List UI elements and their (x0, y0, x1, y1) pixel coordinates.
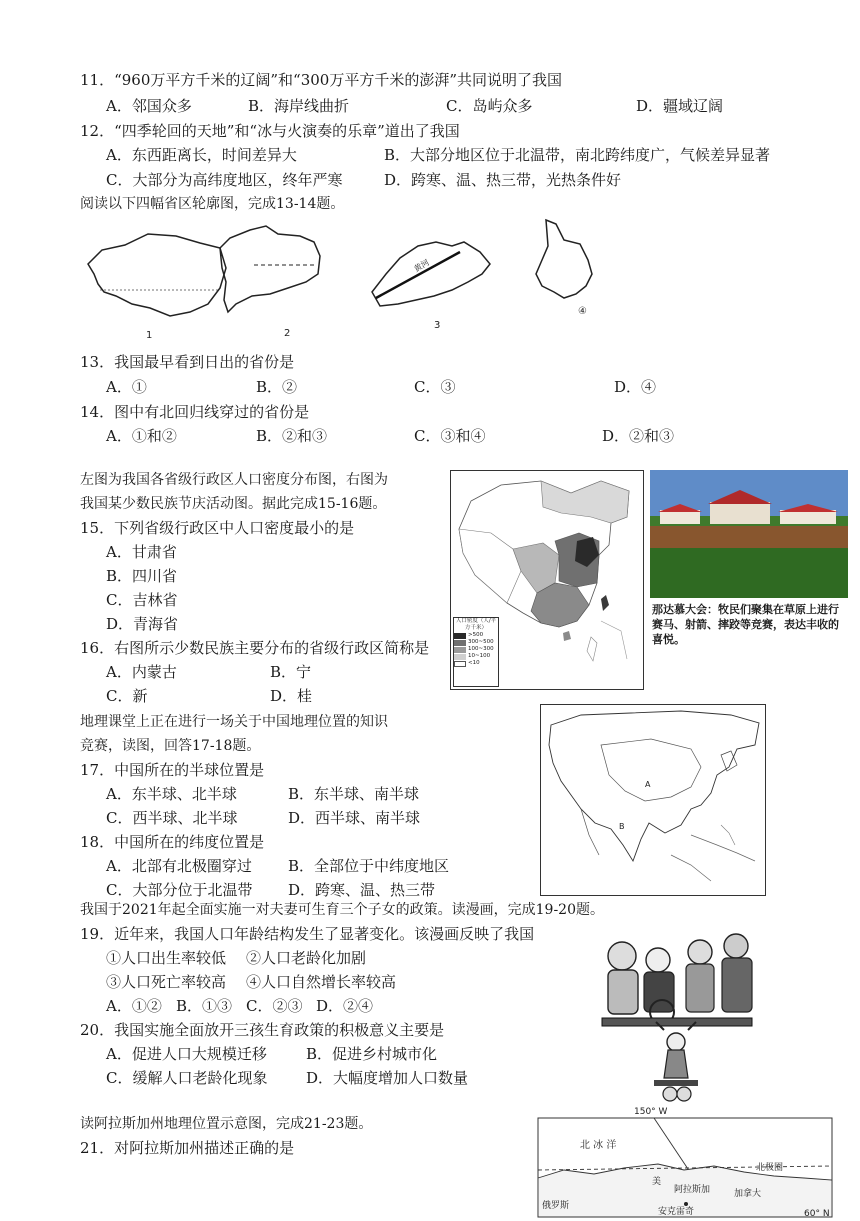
q19-option-c[interactable]: C．②③ (246, 997, 303, 1015)
q19-option-b[interactable]: B．①③ (176, 997, 233, 1015)
q13-option-a[interactable]: A．① (106, 378, 147, 396)
province-outlines-figure (80, 212, 587, 342)
q12-option-c[interactable]: C．大部分为高纬度地区，终年严寒 (106, 171, 343, 189)
province-label-2: 2 (284, 328, 291, 339)
alaska-longitude-label: 150° W (634, 1107, 668, 1117)
province-label-4: ④ (578, 306, 587, 317)
q17-option-c[interactable]: C．西半球、北半球 (106, 809, 238, 827)
density-legend-item: 100~300 (454, 646, 498, 653)
q12-option-a[interactable]: A．东西距离长，时间差异大 (106, 146, 297, 164)
q12-stem: 12．“四季轮回的天地”和“冰与火演奏的乐章”道出了我国 (80, 122, 460, 140)
q11-option-c[interactable]: C．岛屿众多 (446, 97, 533, 115)
density-legend (453, 617, 499, 687)
q15-option-c[interactable]: C．吉林省 (106, 591, 178, 609)
density-legend-item: >500 (454, 632, 498, 639)
q20-option-b[interactable]: B．促进乡村城市化 (306, 1045, 438, 1063)
russia-label: 俄罗斯 (542, 1201, 570, 1211)
q20-option-d[interactable]: D．大幅度增加人口数量 (306, 1069, 469, 1087)
q16-option-b[interactable]: B．宁 (270, 663, 312, 681)
population-density-map (450, 470, 644, 690)
q19-statement-3: ③人口死亡率较高 (106, 973, 227, 991)
q19-option-a[interactable]: A．①② (106, 997, 162, 1015)
province-outline-2 (220, 226, 320, 312)
q20-option-c[interactable]: C．缓解人口老龄化现象 (106, 1069, 268, 1087)
q14-stem: 14．图中有北回归线穿过的省份是 (80, 403, 310, 421)
q17-stem: 17．中国所在的半球位置是 (80, 761, 265, 779)
intro-19-20: 我国于2021年起全面实施一对夫妻可生育三个子女的政策。读漫画，完成19-20题。 (80, 902, 604, 918)
q13-stem: 13．我国最早看到日出的省份是 (80, 353, 295, 371)
q18-option-b[interactable]: B．全部位于中纬度地区 (288, 857, 450, 875)
intro-21-23: 读阿拉斯加州地理位置示意图，完成21-23题。 (80, 1116, 373, 1132)
q16-option-a[interactable]: A．内蒙古 (106, 663, 177, 681)
q20-stem: 20．我国实施全面放开三孩生育政策的积极意义主要是 (80, 1021, 445, 1039)
q15-stem: 15．下列省级行政区中人口密度最小的是 (80, 519, 355, 537)
q15-option-a[interactable]: A．甘肃省 (106, 543, 177, 561)
density-legend-item: 300~500 (454, 639, 498, 646)
density-legend-item: 10~100 (454, 653, 498, 660)
q17-option-d[interactable]: D．西半球、南半球 (288, 809, 421, 827)
q19-statement-1: ①人口出生率较低 (106, 949, 227, 967)
q16-stem: 16．右图所示少数民族主要分布的省级行政区简称是 (80, 639, 430, 657)
q19-statement-2: ②人口老龄化加剧 (246, 949, 367, 967)
q12-option-d[interactable]: D．跨寒、温、热三带，光热条件好 (384, 171, 622, 189)
q15-option-d[interactable]: D．青海省 (106, 615, 179, 633)
asia-map-label-a: A (645, 780, 651, 789)
intro-15-16-line1: 左图为我国各省级行政区人口密度分布图，右图为 (80, 472, 388, 488)
usa-label: 美 (652, 1177, 662, 1187)
q17-option-b[interactable]: B．东半球、南半球 (288, 785, 420, 803)
q11-option-a[interactable]: A．邻国众多 (106, 97, 192, 115)
asia-map-label-b: B (619, 822, 625, 831)
latitude-label: 60° N (804, 1209, 830, 1219)
q19-option-d[interactable]: D．②④ (316, 997, 374, 1015)
density-legend-title: 人口密度（人/平方千米） (455, 618, 497, 631)
naadam-photo-caption: 那达慕大会：牧民们聚集在草原上进行赛马、射箭、摔跤等竞赛，表达丰收的喜悦。 (652, 603, 839, 646)
q18-option-c[interactable]: C．大部分位于北温带 (106, 881, 253, 899)
q19-statement-4: ④人口自然增长率较高 (246, 973, 397, 991)
province-label-3: 3 (434, 320, 441, 331)
q19-stem: 19．近年来，我国人口年龄结构发生了显著变化。该漫画反映了我国 (80, 925, 535, 943)
q21-stem: 21．对阿拉斯加州描述正确的是 (80, 1139, 295, 1157)
q16-option-d[interactable]: D．桂 (270, 687, 313, 705)
intro-15-16-line2: 我国某少数民族节庆活动图。据此完成15-16题。 (80, 496, 387, 512)
q15-option-b[interactable]: B．四川省 (106, 567, 178, 585)
q14-option-a[interactable]: A．①和② (106, 427, 177, 445)
q11-option-b[interactable]: B．海岸线曲折 (248, 97, 350, 115)
province-outline-4 (536, 220, 592, 298)
q14-option-c[interactable]: C．③和④ (414, 427, 486, 445)
naadam-festival-photo (650, 470, 848, 598)
q20-option-a[interactable]: A．促进人口大规模迁移 (106, 1045, 267, 1063)
q14-option-d[interactable]: D．②和③ (602, 427, 675, 445)
alaska-location-map (534, 1104, 852, 1217)
q13-option-c[interactable]: C．③ (414, 378, 456, 396)
province-outline-3 (372, 242, 490, 306)
anchorage-label: 安克雷奇 (658, 1207, 695, 1217)
q11-option-d[interactable]: D．疆域辽阔 (636, 97, 724, 115)
aging-population-cartoon (596, 930, 758, 1106)
density-legend-item: <10 (454, 660, 498, 667)
q12-option-b[interactable]: B．大部分地区位于北温带，南北跨纬度广，气候差异显著 (384, 146, 771, 164)
q18-stem: 18．中国所在的纬度位置是 (80, 833, 265, 851)
intro-17-18-line1: 地理课堂上正在进行一场关于中国地理位置的知识 (80, 714, 388, 730)
q18-option-a[interactable]: A．北部有北极圈穿过 (106, 857, 252, 875)
q17-option-a[interactable]: A．东半球、北半球 (106, 785, 237, 803)
canada-label: 加拿大 (734, 1189, 762, 1199)
arctic-ocean-label: 北 冰 洋 (580, 1140, 617, 1151)
q16-option-c[interactable]: C．新 (106, 687, 148, 705)
alaska-label: 阿拉斯加 (674, 1185, 711, 1195)
asia-outline-map (540, 704, 766, 896)
intro-17-18-line2: 竞赛，读图，回答17-18题。 (80, 738, 261, 754)
province-label-1: 1 (146, 330, 153, 341)
q13-option-b[interactable]: B．② (256, 378, 298, 396)
intro-13-14: 阅读以下四幅省区轮廓图，完成13-14题。 (80, 196, 345, 212)
q11-stem: 11．“960万平方千米的辽阔”和“300万平方千米的澎湃”共同说明了我国 (80, 71, 563, 89)
arctic-circle-label: 北极圈 (756, 1163, 784, 1173)
q18-option-d[interactable]: D．跨寒、温、热三带 (288, 881, 436, 899)
province-outline-1 (88, 234, 226, 316)
q13-option-d[interactable]: D．④ (614, 378, 657, 396)
yellow-river-label: 黄河 (412, 257, 431, 274)
q14-option-b[interactable]: B．②和③ (256, 427, 328, 445)
